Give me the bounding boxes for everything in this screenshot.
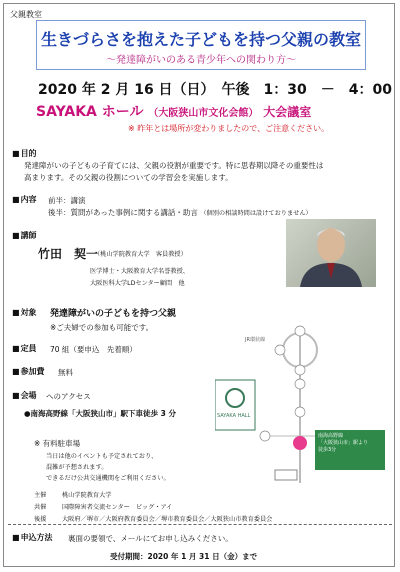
content-heading: ■ 内容 <box>12 194 37 205</box>
deadline: 受付期間：2020 年 1 月 31 日（金）まで <box>110 552 258 561</box>
organizer-label-2: 共催 <box>34 504 47 511</box>
page-title: 生きづらさを抱えた子どもを持つ父親の教室 <box>40 30 361 49</box>
title-box <box>36 20 366 70</box>
content-row-1: 前半：講演 <box>48 196 86 205</box>
venue-name: SAYAKA ホール <box>36 104 144 120</box>
target-text: 発達障がいの子どもを持つ父親 <box>50 309 177 319</box>
lecturer-name: 竹田 契一 <box>38 247 99 261</box>
event-date: 2020 年 2 月 16 日（日） 午後 1：30 － 4：00 <box>38 82 393 98</box>
purpose-line-1: 発達障がいの子どもの子育てには、父親の役割が重要です。特に思春期以降その重要性は <box>24 161 324 170</box>
target-heading: ■ 対象 <box>12 307 37 318</box>
page-subtitle: 〜発達障がいのある青少年への関わり方〜 <box>106 55 296 66</box>
access-map <box>215 318 390 488</box>
access-sub: へのアクセス <box>46 392 91 401</box>
category-label: 父親教室 <box>10 10 42 19</box>
map-hall-label: SAYAKA HALL <box>217 413 251 419</box>
apply-heading: ■ 申込方法 <box>12 532 53 543</box>
venue-detail: （大阪狭山市文化会館） <box>148 108 259 119</box>
parking-line-3: できるだけ公共交通機関をご利用ください。 <box>46 475 170 482</box>
organizer-text-1: 桃山学院教育大学 <box>62 492 112 499</box>
apply-text: 裏面の要領で、メールにてお申し込みください。 <box>68 534 233 543</box>
lecturer-heading: ■ 講師 <box>12 230 37 241</box>
organizer-label-3: 後援 <box>34 516 47 523</box>
map-station-label: 南海高野線 「大阪狭山市」駅より 徒歩3分 <box>318 433 369 453</box>
content-row-2-label: 後半：質問があった事例に関する講話・助言 <box>48 208 198 217</box>
access-heading: ■ 会場 <box>12 390 37 401</box>
organizer-label-1: 主催 <box>34 492 47 499</box>
content-row-2-note: （個別の相談時間は設けておりません） <box>200 210 312 217</box>
lecturer-title-1: 医学博士・大阪教育大学名誉教授、 <box>90 268 189 275</box>
divider <box>8 524 392 525</box>
map-line-label: JR環状線 <box>245 337 265 343</box>
content-row-2 <box>48 207 312 218</box>
fee-text: 無料 <box>58 368 73 377</box>
access-train: ●南海高野線「大阪狭山市」駅下車徒歩 3 分 <box>24 409 176 418</box>
capacity-heading: ■ 定員 <box>12 343 37 354</box>
lecturer-title-2: 大阪医科大学LDセンター顧問 他 <box>90 280 185 287</box>
fee-heading: ■ 参加費 <box>12 366 45 377</box>
parking-heading: ※ 有料駐車場 <box>34 439 81 448</box>
purpose-line-2: 高まります。その父親の役割についての学習会を実施します。 <box>24 173 233 182</box>
venue <box>36 101 311 121</box>
organizer-text-3: 大阪府／堺市／大阪府教育委員会／堺市教育委員会／大阪狭山市教育委員会 <box>62 516 273 523</box>
parking-line-2: 混雑が予想されます。 <box>46 464 108 471</box>
target-note: ※ご夫婦での参加も可能です。 <box>50 323 154 332</box>
organizer-text-2: 国際障害者交流センター ビッグ・アイ <box>62 504 173 511</box>
lecturer-affiliation: （桃山学院教育大学 客員教授） <box>94 251 187 258</box>
venue-room: 大会議室 <box>263 105 312 119</box>
venue-note: ※ 昨年とは場所が変わりましたので、ご注意ください。 <box>128 124 330 133</box>
parking-line-1: 当日は他のイベントも予定されており、 <box>46 453 158 460</box>
lecturer-photo <box>286 219 376 287</box>
purpose-heading: ■ 目的 <box>12 148 37 159</box>
capacity-text: 70 組（要申込 先着順） <box>50 345 137 354</box>
